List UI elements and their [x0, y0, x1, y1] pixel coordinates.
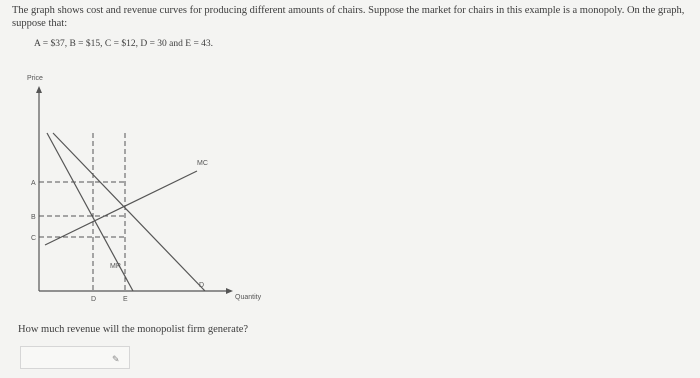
- given-values: A = $37, B = $15, C = $12, D = 30 and E = 43.: [34, 39, 214, 49]
- x-axis-label: Quantity: [235, 294, 262, 301]
- tick-e: E: [123, 296, 128, 303]
- question-text: The graph shows cost and revenue curves for producing different amounts of chairs. Suppose the market for chairs in this example is a monopoly. On the graph, suppose that:: [12, 5, 685, 29]
- mr-label: MR: [110, 263, 121, 270]
- mc-label: MC: [197, 160, 208, 167]
- monopoly-graph: [0, 60, 300, 320]
- x-axis-arrow: [226, 288, 233, 294]
- demand-curve: [53, 133, 205, 291]
- y-axis-arrow: [36, 86, 42, 93]
- y-axis-label: Price: [27, 75, 43, 82]
- tick-b: B: [31, 214, 36, 221]
- tick-c: C: [31, 235, 37, 242]
- followup-question: How much revenue will the monopolist firm generate?: [18, 324, 249, 335]
- tick-a: A: [31, 180, 36, 187]
- graph-svg: [0, 60, 300, 320]
- demand-label: D: [199, 282, 205, 289]
- tick-d: D: [91, 296, 97, 303]
- pencil-icon: ✎: [112, 354, 120, 364]
